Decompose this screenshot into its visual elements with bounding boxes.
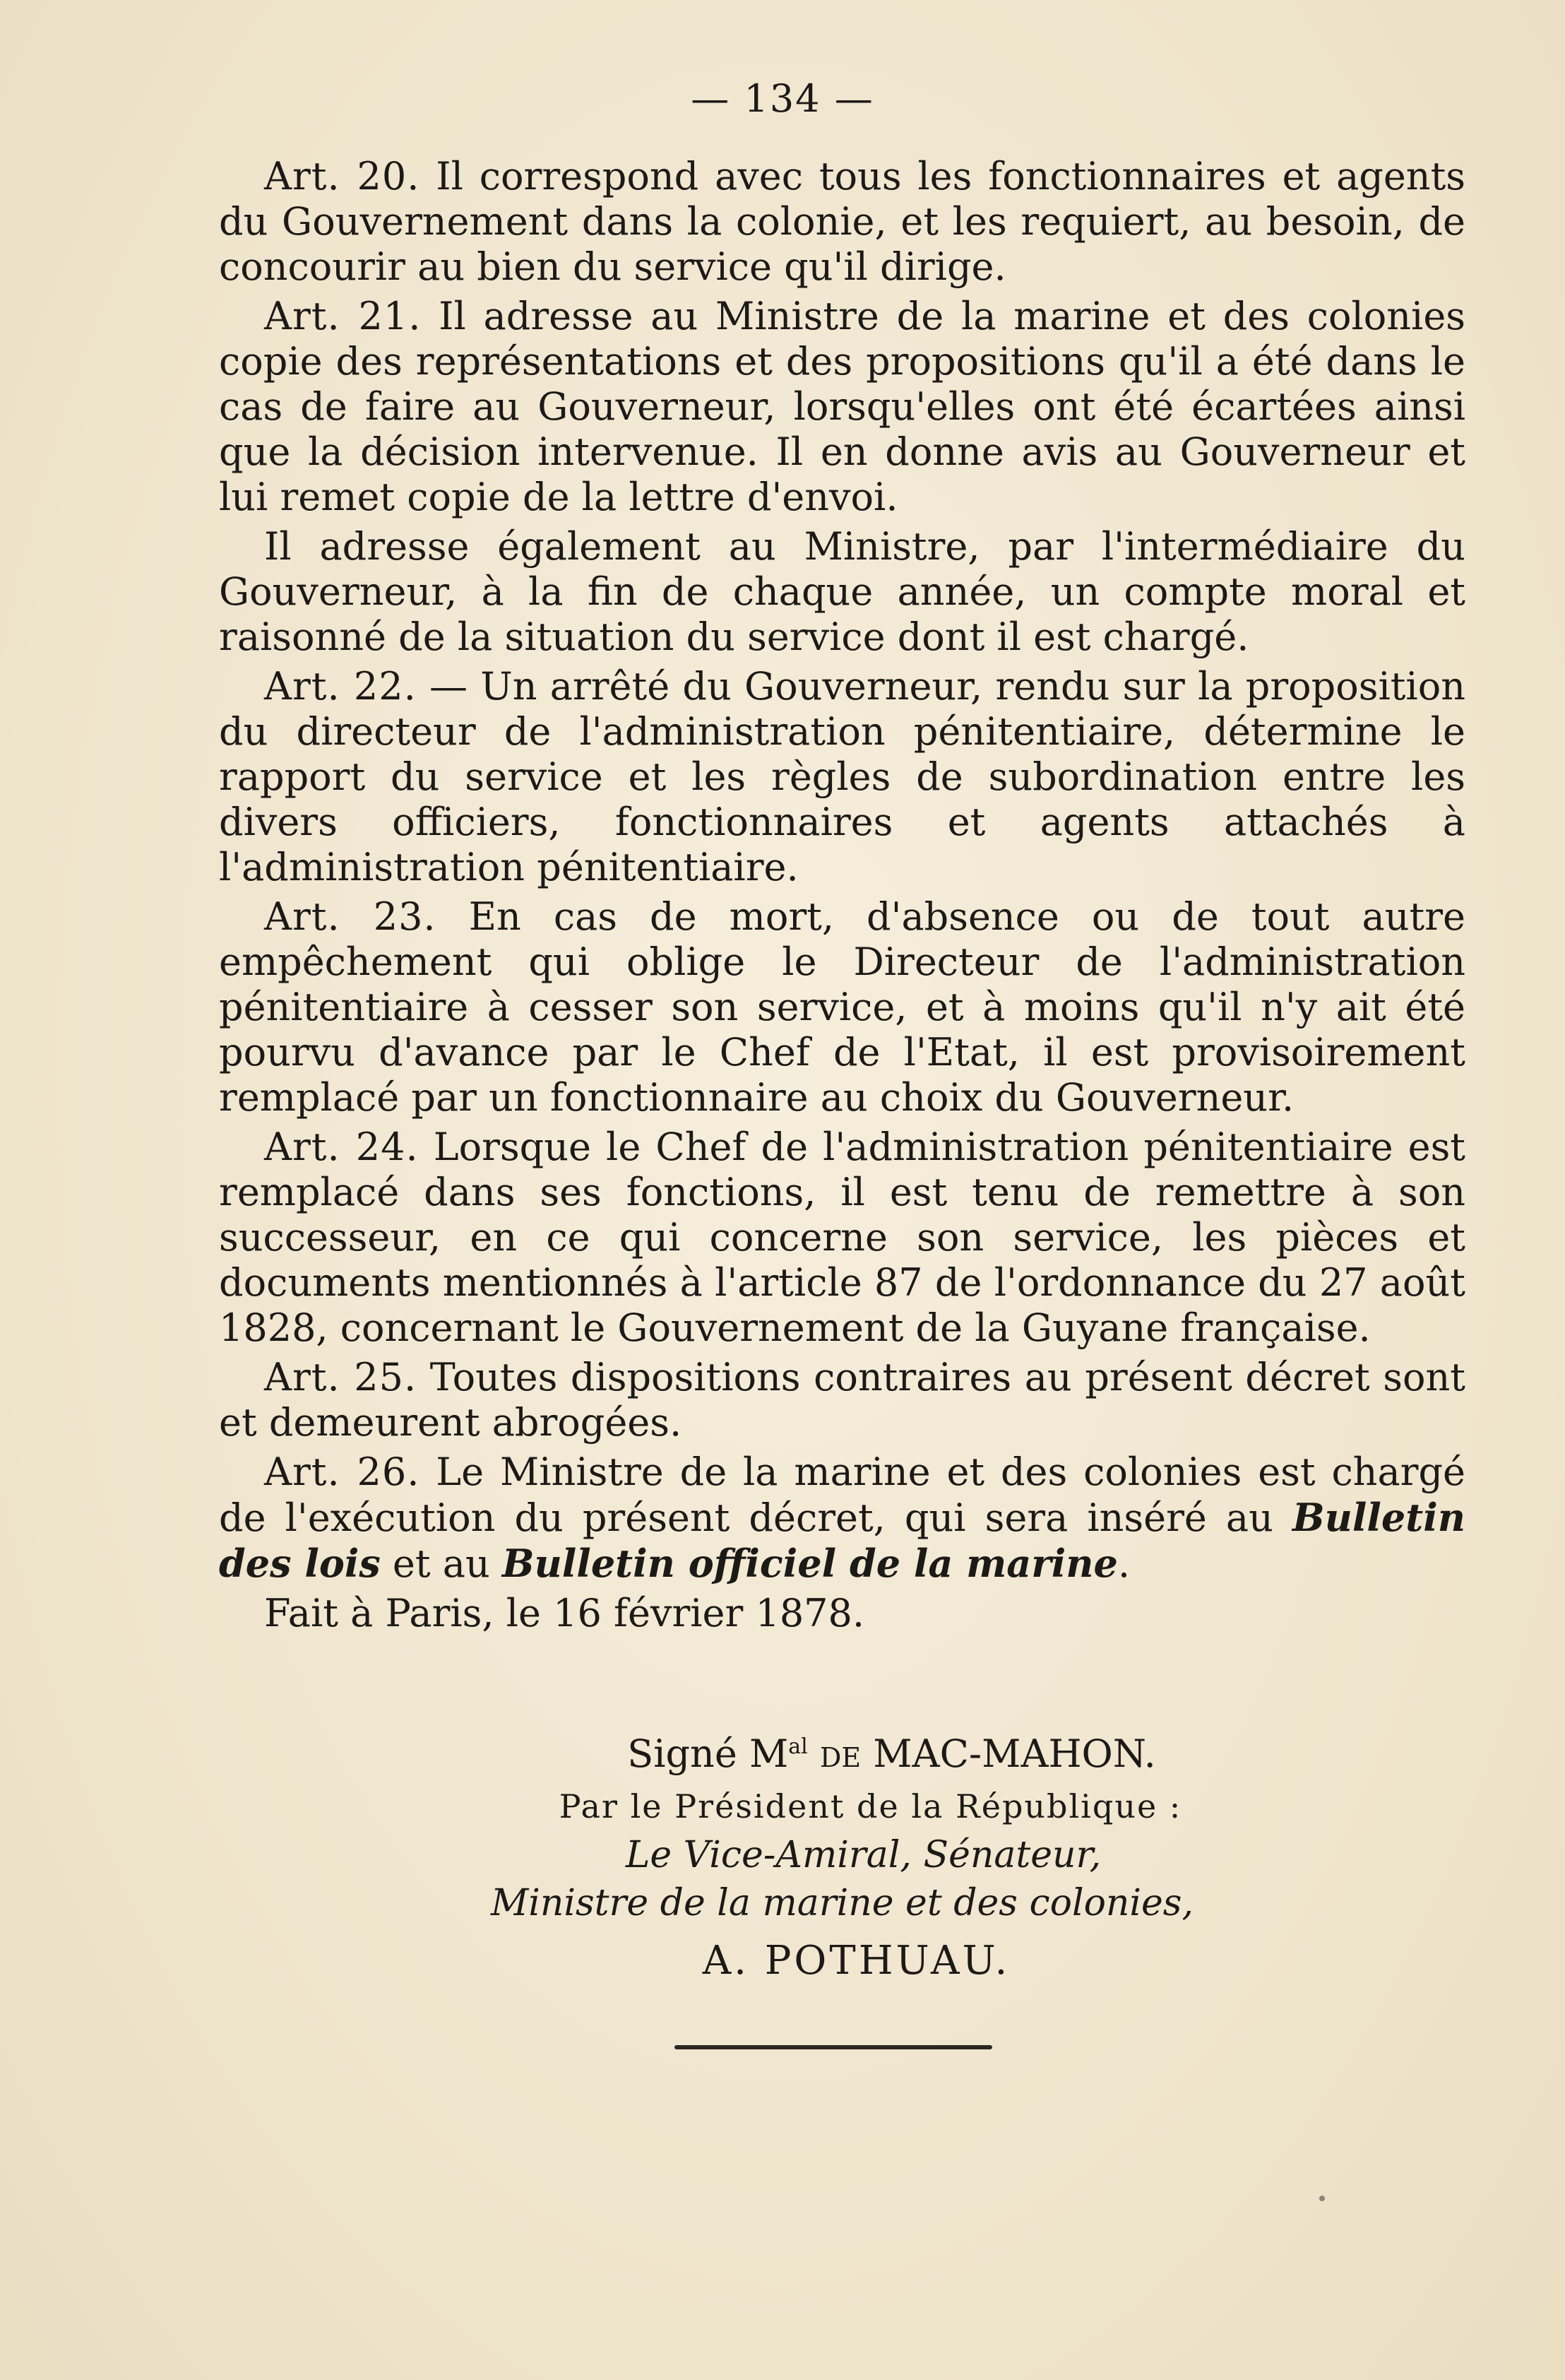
article-text: — Un arrêté du Gouverneur, rendu sur la proposition du directeur de l'administration pénitentiaire, détermine le rapport du service et les règles de subordination entre les divers officiers, fonctionnaires et agents attachés à l'administration pénitentiaire. (219, 664, 1465, 889)
article-label: Art. 22. (264, 664, 417, 709)
article-label: Art. 25. (264, 1355, 417, 1399)
article-label: Art. 21. (264, 294, 422, 338)
president-line: Par le Président de la République : (559, 1787, 1182, 1825)
article-label: Art. 23. (264, 894, 436, 939)
article-text: Il correspond avec tous les fonctionnaires et agents du Gouvernement dans la colonie, et les requiert, au besoin, de concourir au bien du service qu'il dirige. (219, 154, 1465, 289)
bulletin-officiel-marine: Bulletin officiel de la marine (501, 1541, 1118, 1586)
article-text: Il adresse également au Ministre, par l'intermédiaire du Gouverneur, à la fin de chaque année, un compte moral et raisonné de la situation du service dont il est chargé. (219, 524, 1465, 659)
article-20 (219, 154, 1465, 290)
article-text: Lorsque le Chef de l'administration pénitentiaire est remplacé dans ses fonctions, il est tenu de remettre à son successeur, en ce qui concerne son service, les pièces et documents mentionnés à l'article 87 de l'ordonnance du 27 août 1828, concernant le Gouvernement de la Guyane française. (219, 1125, 1466, 1350)
article-22 (219, 664, 1465, 890)
closing-rule (674, 2045, 992, 2049)
article-text: Toutes dispositions contraires au présent décret sont et demeurent abrogées. (219, 1355, 1465, 1445)
page-number: — 134 — (691, 76, 874, 121)
article-label: Art. 24. (264, 1125, 419, 1169)
minister-title-line-1: Le Vice-Amiral, Sénateur, (625, 1834, 1102, 1876)
article-label: Art. 20. (264, 154, 420, 199)
article-text: Le Ministre de la marine et des colonies est chargé de l'exécution du présent décret, qui sera inséré au (219, 1450, 1465, 1540)
article-25 (219, 1355, 1465, 1445)
article-text: . (1117, 1541, 1131, 1586)
article-23 (219, 894, 1465, 1120)
signed-prefix: Signé M (627, 1731, 789, 1776)
signed-name: MAC-MAHON. (873, 1731, 1156, 1776)
article-text: Il adresse au Ministre de la marine et des colonies copie des représentations et des propositions qu'il a été dans le cas de faire au Gouverneur, lorsqu'elles ont été écartées ainsi que la décision intervenue. Il en donne avis au Gouverneur et lui remet copie de la lettre d'envoi. (219, 294, 1465, 519)
article-21-continued (219, 524, 1465, 660)
decree-body (219, 154, 1465, 1636)
signed-particle: de (819, 1731, 862, 1776)
signature-block (219, 1722, 1465, 1989)
signed-superscript: al (788, 1734, 808, 1759)
article-text: En cas de mort, d'absence ou de tout autre empêchement qui oblige le Directeur de l'administration pénitentiaire à cesser son service, et à moins qu'il n'y ait été pourvu d'avance par le Chef de l'Etat, il est provisoirement remplacé par un fonctionnaire au choix du Gouverneur. (219, 894, 1465, 1120)
place-and-date: Fait à Paris, le 16 février 1878. (264, 1591, 865, 1635)
article-text: et au (380, 1541, 502, 1586)
bulletin-des-lois: Bulletin des lois (219, 1495, 1465, 1586)
minister-title-line-2: Ministre de la marine et des colonies, (490, 1882, 1194, 1924)
signed-line (219, 1722, 1465, 1779)
article-24 (219, 1125, 1465, 1351)
article-21 (219, 294, 1465, 520)
paper-speck (1319, 2196, 1325, 2201)
minister-name: A. POTHUAU. (702, 1938, 1011, 1984)
article-label: Art. 26. (264, 1450, 420, 1494)
article-26 (219, 1450, 1465, 1587)
